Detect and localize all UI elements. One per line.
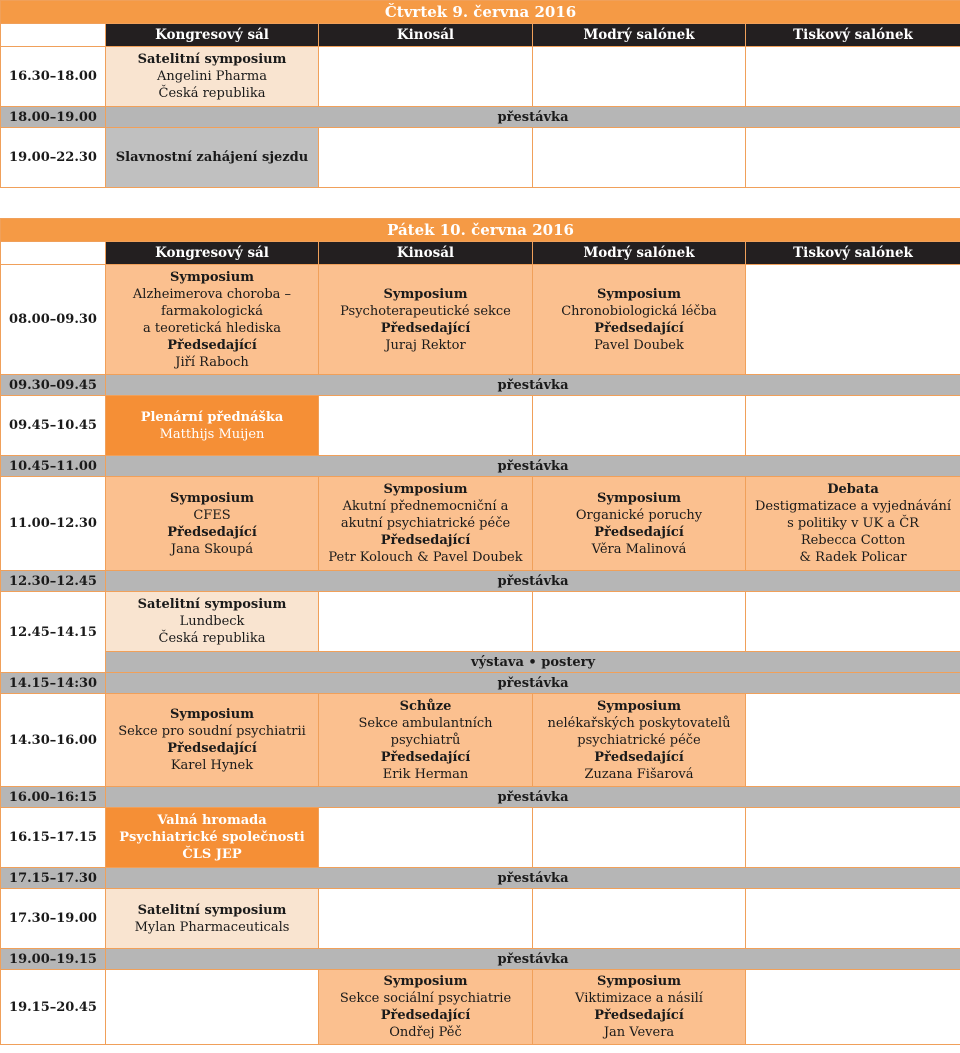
room-modry-salonek: Modrý salónek bbox=[533, 24, 746, 47]
session-cell: Symposium Organické poruchy Předsedající Věra Malinová bbox=[533, 477, 746, 571]
break-label: přestávka bbox=[106, 673, 960, 694]
session-cell: Slavnostní zahájení sjezdu bbox=[106, 128, 319, 188]
session-cell: Schůze Sekce ambulantních psychiatrů Předsedající Erik Herman bbox=[319, 694, 533, 787]
session-cell: Satelitní symposium Angelini Pharma Česká republika bbox=[106, 47, 319, 107]
time-slot: 14.30–16.00 bbox=[1, 694, 106, 787]
break-label: přestávka bbox=[106, 375, 960, 396]
session-cell: Symposium Sekce sociální psychiatrie Předsedající Ondřej Pěč bbox=[319, 970, 533, 1045]
session-cell: Debata Destigmatizace a vyjednávání s politiky v UK a ČR Rebecca Cotton & Radek Policar bbox=[746, 477, 960, 571]
session-cell: Symposium Akutní přednemocniční a akutní psychiatrické péče Předsedající Petr Kolouch & Pavel Doubek bbox=[319, 477, 533, 571]
time-slot: 16.00–16:15 bbox=[1, 787, 106, 808]
friday-table bbox=[0, 218, 960, 1045]
time-slot: 11.00–12.30 bbox=[1, 477, 106, 571]
room-kinosal: Kinosál bbox=[319, 242, 533, 265]
room-tiskovy-salonek: Tiskový salónek bbox=[746, 24, 960, 47]
session-cell: Symposium Chronobiologická léčba Předsedající Pavel Doubek bbox=[533, 265, 746, 375]
time-slot: 19.00–19.15 bbox=[1, 949, 106, 970]
time-slot: 14.15–14:30 bbox=[1, 673, 106, 694]
break-label: přestávka bbox=[106, 571, 960, 592]
day-title: Pátek 10. června 2016 bbox=[1, 219, 960, 242]
day-thursday-schedule bbox=[0, 0, 960, 188]
time-slot: 08.00–09.30 bbox=[1, 265, 106, 375]
time-slot: 19.00–22.30 bbox=[1, 128, 106, 188]
session-cell: Valná hromada Psychiatrické společnosti ČLS JEP bbox=[106, 808, 319, 868]
room-tiskovy-salonek: Tiskový salónek bbox=[746, 242, 960, 265]
thursday-table bbox=[0, 0, 960, 188]
time-slot: 16.30–18.00 bbox=[1, 47, 106, 107]
break-label: přestávka bbox=[106, 107, 960, 128]
session-cell: Symposium CFES Předsedající Jana Skoupá bbox=[106, 477, 319, 571]
room-kongresovy-sal: Kongresový sál bbox=[106, 24, 319, 47]
session-cell: Satelitní symposium Lundbeck Česká republika bbox=[106, 592, 319, 652]
break-label: přestávka bbox=[106, 949, 960, 970]
time-slot: 10.45–11.00 bbox=[1, 456, 106, 477]
day-friday-schedule bbox=[0, 218, 960, 1045]
room-kongresovy-sal: Kongresový sál bbox=[106, 242, 319, 265]
session-cell: Plenární přednáška Matthijs Muijen bbox=[106, 396, 319, 456]
time-slot: 09.30–09.45 bbox=[1, 375, 106, 396]
session-cell: Satelitní symposium Mylan Pharmaceuticals bbox=[106, 889, 319, 949]
session-cell: Symposium Psychoterapeutické sekce Předsedající Juraj Rektor bbox=[319, 265, 533, 375]
time-slot: 12.30–12.45 bbox=[1, 571, 106, 592]
break-label: přestávka bbox=[106, 456, 960, 477]
time-slot: 09.45–10.45 bbox=[1, 396, 106, 456]
room-modry-salonek: Modrý salónek bbox=[533, 242, 746, 265]
break-label: přestávka bbox=[106, 868, 960, 889]
time-slot: 18.00–19.00 bbox=[1, 107, 106, 128]
session-cell: Symposium Sekce pro soudní psychiatrii Předsedající Karel Hynek bbox=[106, 694, 319, 787]
session-cell: Symposium Alzheimerova choroba – farmakologická a teoretická hlediska Předsedající Jiří Raboch bbox=[106, 265, 319, 375]
day-title: Čtvrtek 9. června 2016 bbox=[1, 1, 960, 24]
session-cell: Symposium nelékařských poskytovatelů psychiatrické péče Předsedající Zuzana Fišarová bbox=[533, 694, 746, 787]
time-slot: 17.15–17.30 bbox=[1, 868, 106, 889]
exhibition-label: výstava • postery bbox=[106, 652, 960, 673]
time-slot: 17.30–19.00 bbox=[1, 889, 106, 949]
session-cell: Symposium Viktimizace a násilí Předsedající Jan Vevera bbox=[533, 970, 746, 1045]
break-label: přestávka bbox=[106, 787, 960, 808]
time-slot: 12.45–14.15 bbox=[1, 592, 106, 673]
time-slot: 19.15–20.45 bbox=[1, 970, 106, 1045]
room-kinosal: Kinosál bbox=[319, 24, 533, 47]
time-slot: 16.15–17.15 bbox=[1, 808, 106, 868]
